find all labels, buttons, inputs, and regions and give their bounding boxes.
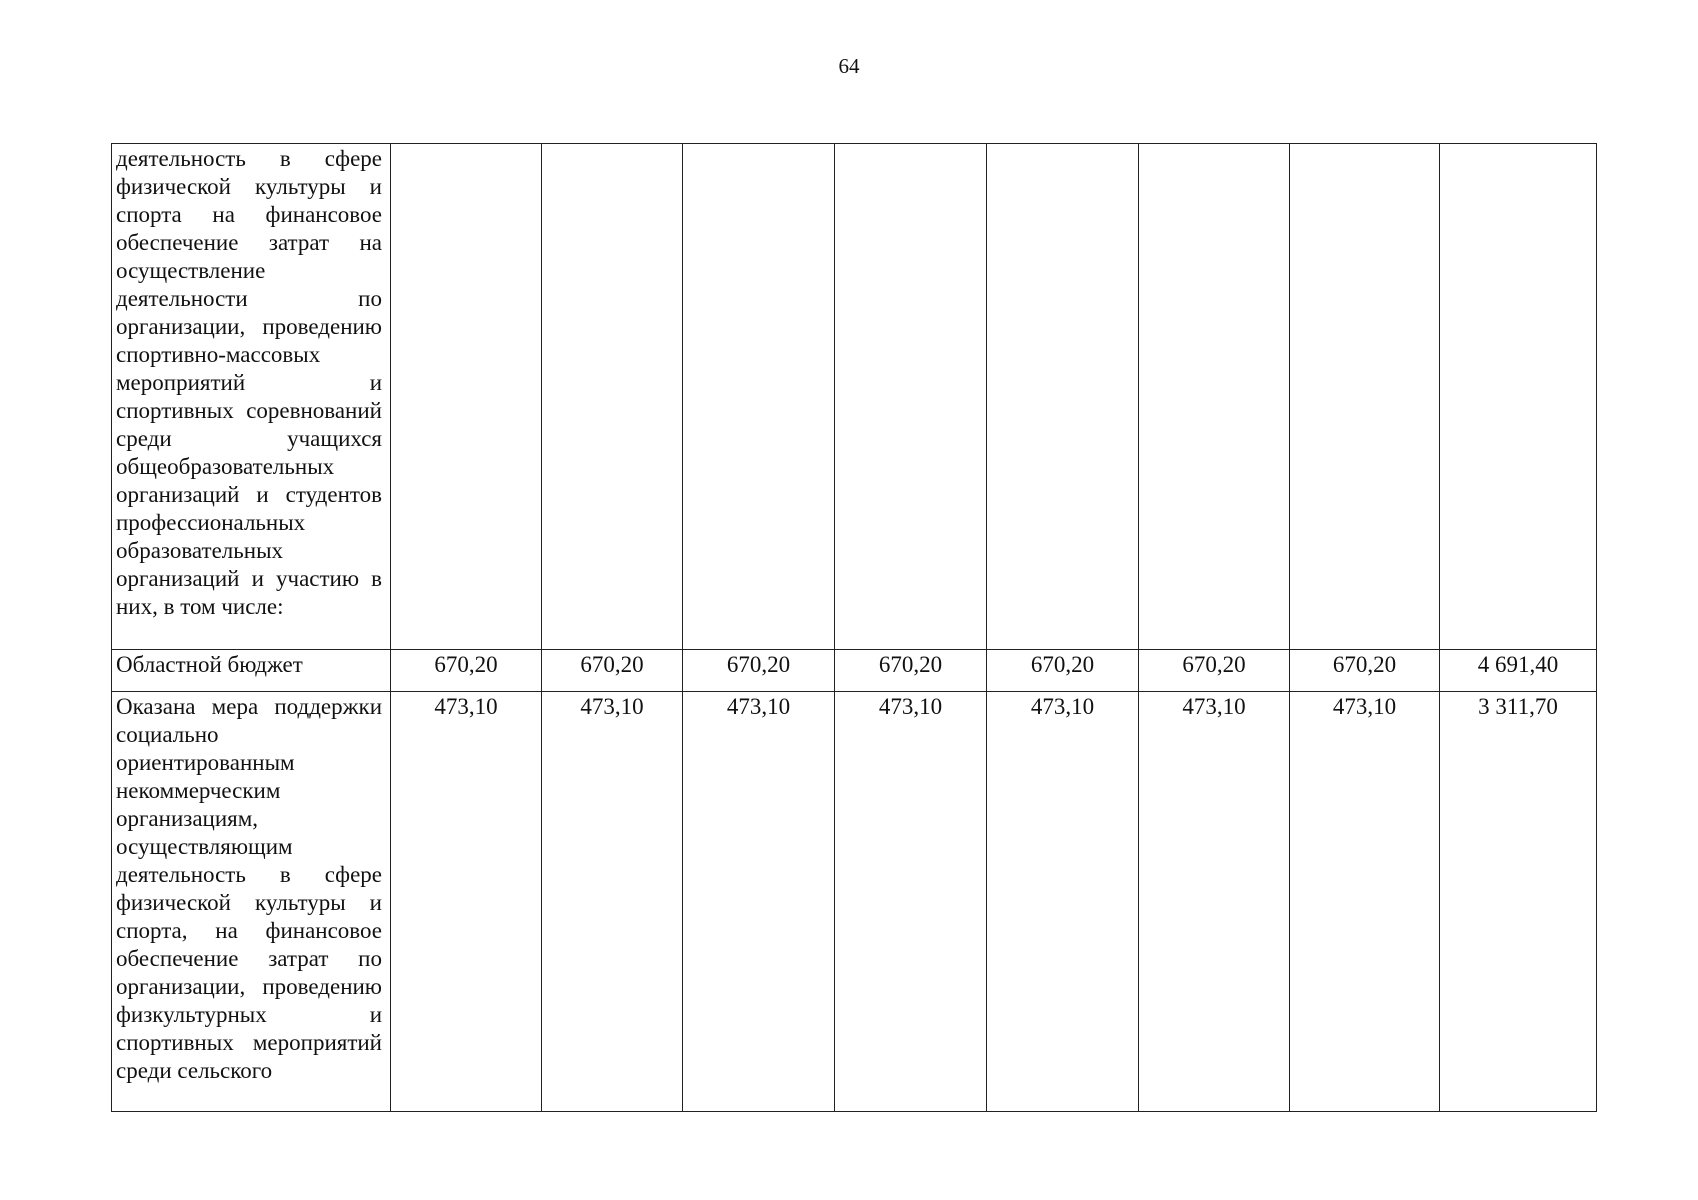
value-cell: 473,10: [1290, 692, 1440, 1112]
budget-table: [111, 143, 1597, 1112]
value-cell: 473,10: [542, 692, 683, 1112]
value-cell: [391, 144, 542, 650]
table-row: [112, 692, 1597, 1112]
value-cell: 670,20: [1290, 650, 1440, 692]
row-label: Оказана мера поддержки социально ориентированным некоммерческим организациям, осуществляющим деятельность в сфере физической культуры и спорта, на финансовое обеспечение затрат по организации, проведению физкультурных и спортивных мероприятий среди сельского: [112, 692, 391, 1112]
total-cell: 3 311,70: [1440, 692, 1597, 1112]
value-cell: [542, 144, 683, 650]
value-cell: 670,20: [542, 650, 683, 692]
table-row: [112, 144, 1597, 650]
value-cell: 473,10: [987, 692, 1139, 1112]
page-number: 64: [838, 54, 860, 78]
value-cell: [1290, 144, 1440, 650]
value-cell: [987, 144, 1139, 650]
row-label: деятельность в сфере физической культуры и спорта на финансовое обеспечение затрат на осуществление деятельности по организации, проведению спортивно-массовых мероприятий и спортивных соревнований среди учащихся общеобразовательных организаций и студентов профессиональных образовательных организаций и участию в них, в том числе:: [112, 144, 391, 650]
value-cell: 473,10: [683, 692, 835, 1112]
total-cell: 4 691,40: [1440, 650, 1597, 692]
value-cell: [835, 144, 987, 650]
value-cell: 473,10: [1139, 692, 1290, 1112]
value-cell: 473,10: [391, 692, 542, 1112]
value-cell: 670,20: [391, 650, 542, 692]
table-row: [112, 650, 1597, 692]
value-cell: 670,20: [835, 650, 987, 692]
value-cell: 670,20: [1139, 650, 1290, 692]
value-cell: [683, 144, 835, 650]
value-cell: 473,10: [835, 692, 987, 1112]
row-label: Областной бюджет: [112, 650, 391, 692]
value-cell: 670,20: [683, 650, 835, 692]
total-cell: [1440, 144, 1597, 650]
value-cell: [1139, 144, 1290, 650]
value-cell: 670,20: [987, 650, 1139, 692]
